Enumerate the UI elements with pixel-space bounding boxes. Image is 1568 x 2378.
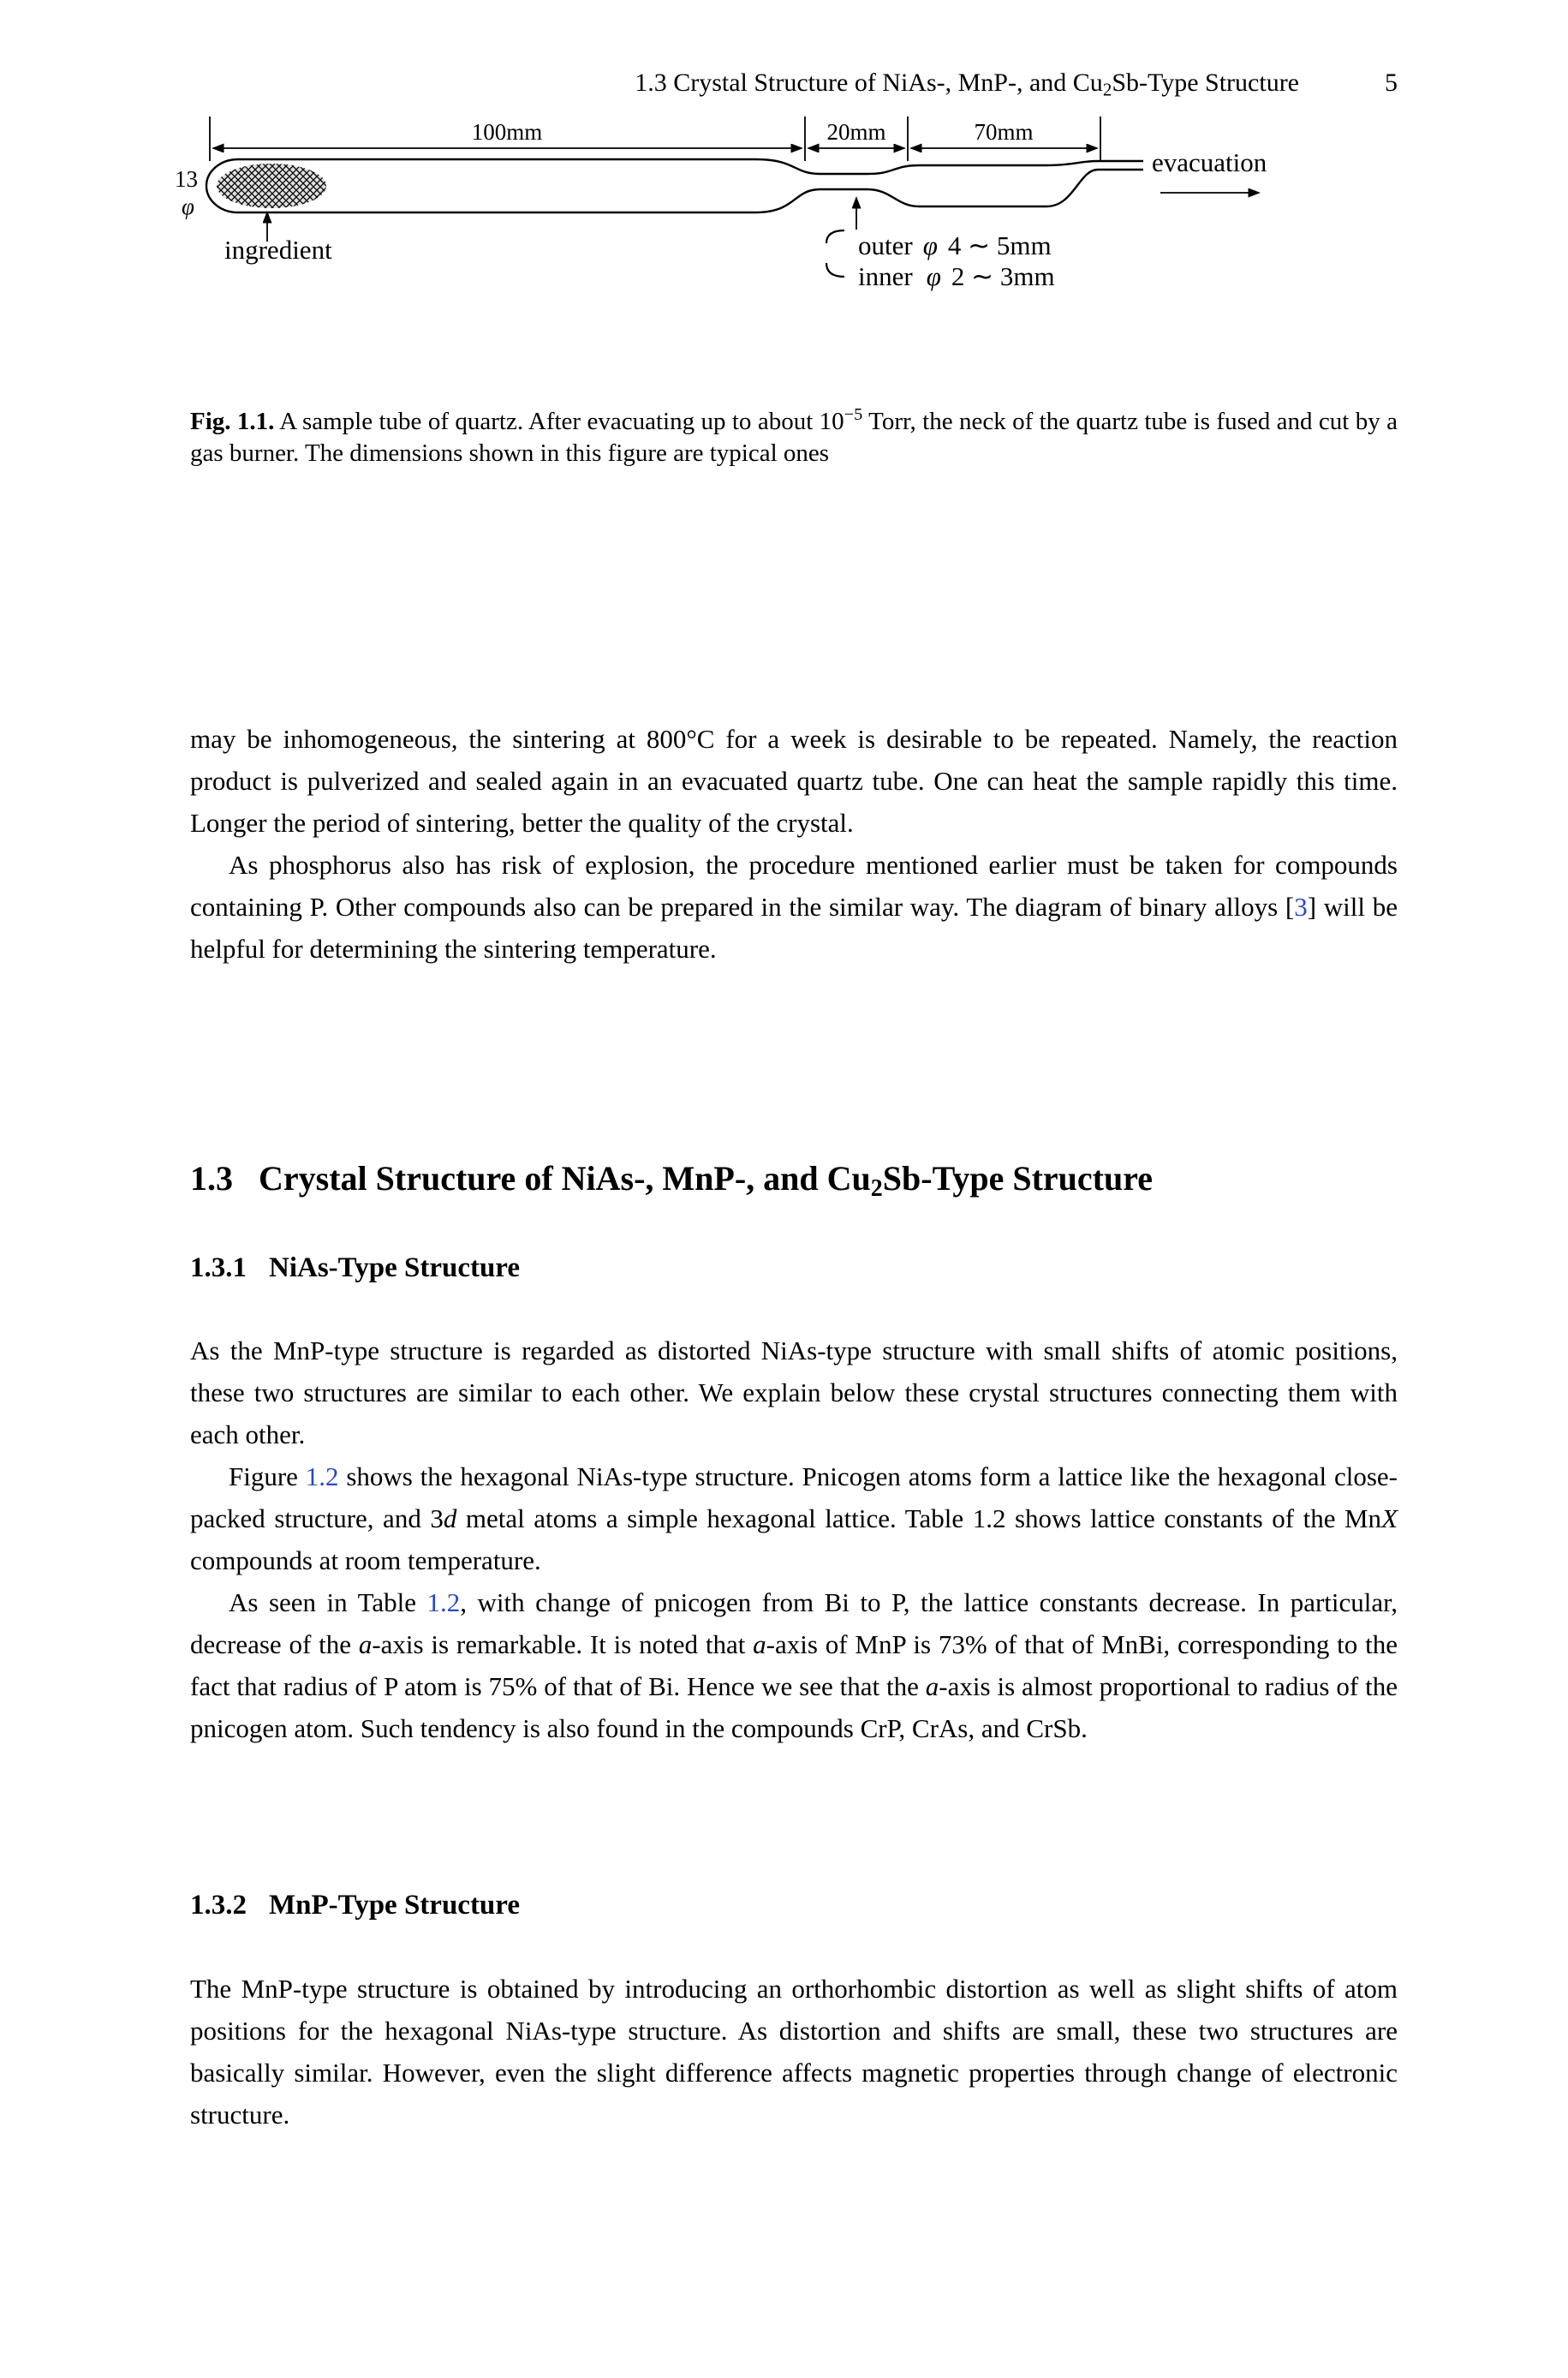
text-segment: metal atoms a simple hexagonal lattice. Table 1.2 shows lattice constants of the Mn bbox=[456, 1503, 1382, 1533]
text-segment: may be inhomogeneous, the sintering at 800°C for a week is desirable to be repeated. Namely, the reaction product is pulverized and sealed again in an evacuated quartz tube. One can heat the sample rapidly this time. Longer the period of sintering, better the quality of the crystal. bbox=[190, 724, 1398, 838]
quartz-tube-outline bbox=[206, 159, 1143, 212]
text-segment: shows the hexagonal NiAs-type structure. Pnicogen atoms form a lattice like the hexagonal close-packed structure, and 3 bbox=[190, 1461, 1398, 1533]
text-segment: a bbox=[753, 1629, 766, 1659]
text-column bbox=[175, 0, 1398, 2378]
running-head-title bbox=[635, 69, 1299, 100]
body-text-block-3 bbox=[190, 1968, 1398, 2136]
subsection-number: 1.3.1 bbox=[190, 1252, 247, 1283]
inner-value: 2 ∼ 3mm bbox=[951, 261, 1055, 291]
text-segment: A sample tube of quartz. After evacuating up to about 10 bbox=[274, 408, 844, 436]
subsection-title: NiAs-Type Structure bbox=[269, 1252, 521, 1283]
section-heading bbox=[190, 1158, 1398, 1203]
tube-diameter-value: 13 bbox=[175, 166, 198, 192]
text-segment: d bbox=[443, 1503, 457, 1533]
subsection-heading-132 bbox=[190, 1890, 1398, 1921]
tube-diameter-phi: φ bbox=[182, 194, 194, 219]
bracket bbox=[826, 230, 844, 277]
paragraph bbox=[190, 1581, 1398, 1749]
dim-label-20mm: 20mm bbox=[826, 119, 886, 145]
body-text-block-1 bbox=[190, 718, 1398, 970]
text-segment: , with change of pnicogen from Bi to P, the lattice constants decrease. In particular, decrease of the bbox=[190, 1587, 1398, 1659]
text-segment: ] will be helpful for determining the sintering temperature. bbox=[190, 892, 1398, 964]
body-text-block-2 bbox=[190, 1329, 1398, 1749]
text-segment: -axis is remarkable. It is noted that bbox=[372, 1629, 754, 1659]
outer-value: 4 ∼ 5mm bbox=[947, 230, 1052, 260]
ingredient-material bbox=[217, 164, 326, 208]
ingredient-label: ingredient bbox=[224, 235, 332, 265]
outer-word: outer bbox=[858, 230, 913, 260]
dim-label-70mm: 70mm bbox=[974, 119, 1034, 145]
paragraph bbox=[190, 1455, 1398, 1581]
paragraph bbox=[190, 1329, 1398, 1455]
inner-phi: φ bbox=[926, 261, 941, 291]
inner-word: inner bbox=[858, 261, 913, 291]
text-segment: The MnP-type structure is obtained by introducing an orthorhombic distortion as well as slight shifts of atom positions for the hexagonal NiAs-type structure. As distortion and shifts are small, these two structures are basically similar. However, even the slight difference affects magnetic properties through change of electronic structure. bbox=[190, 1974, 1398, 2130]
outer-phi: φ bbox=[922, 230, 938, 260]
citation-link[interactable]: 1.2 bbox=[426, 1587, 461, 1617]
paragraph bbox=[190, 1968, 1398, 2136]
text-segment: −5 bbox=[844, 405, 863, 424]
sample-tube-diagram bbox=[163, 111, 1293, 403]
inner-diameter-label bbox=[858, 261, 1055, 291]
text-segment: a bbox=[358, 1629, 373, 1659]
page-number: 5 bbox=[1385, 69, 1398, 97]
subsection-number: 1.3.2 bbox=[190, 1890, 247, 1921]
text-segment: Torr, the neck of the quartz tube is fused and cut by a gas burner. The dimensions shown in this figure are typical ones bbox=[190, 408, 1398, 468]
text-segment: Fig. 1.1. bbox=[190, 408, 275, 436]
text-segment: As the MnP-type structure is regarded as distorted NiAs-type structure with small shifts of atomic positions, these two structures are similar to each other. We explain below these crystal structures connecting them with each other. bbox=[190, 1335, 1398, 1449]
text-segment: Figure bbox=[229, 1461, 306, 1491]
text-segment: 2 bbox=[1102, 79, 1112, 100]
citation-link[interactable]: 1.2 bbox=[305, 1461, 339, 1491]
paragraph bbox=[190, 718, 1398, 844]
figure-caption bbox=[190, 399, 1398, 469]
section-number: 1.3 bbox=[190, 1159, 233, 1198]
citation-link[interactable]: 3 bbox=[1294, 892, 1308, 922]
text-segment: compounds at room temperature. bbox=[190, 1545, 541, 1575]
text-segment: As phosphorus also has risk of explosion, the procedure mentioned earlier must be taken for compounds containing P. Other compounds also can be prepared in the similar way. The diagram of binary alloys [ bbox=[190, 850, 1398, 922]
subsection-title: MnP-Type Structure bbox=[269, 1890, 520, 1921]
dim-label-100mm: 100mm bbox=[471, 119, 543, 145]
text-segment: 2 bbox=[870, 1175, 883, 1202]
text-segment: X bbox=[1381, 1503, 1398, 1533]
text-segment: 1.3 Crystal Structure of NiAs-, MnP-, and Cu bbox=[635, 69, 1103, 97]
evacuation-label: evacuation bbox=[1152, 147, 1267, 177]
text-segment: a bbox=[925, 1671, 939, 1701]
text-segment: Sb-Type Structure bbox=[1112, 69, 1299, 97]
text-segment: -axis is almost proportional to radius of the pnicogen atom. Such tendency is also found in the compounds CrP, CrAs, and CrSb. bbox=[190, 1671, 1398, 1743]
text-segment: As seen in Table bbox=[229, 1587, 427, 1617]
text-segment: Sb-Type Structure bbox=[882, 1159, 1153, 1198]
text-segment: Crystal Structure of NiAs-, MnP-, and Cu bbox=[259, 1159, 871, 1198]
outer-diameter-label bbox=[858, 230, 1052, 260]
text-segment: -axis of MnP is 73% of that of MnBi, corresponding to the fact that radius of P atom is 75% of that of Bi. Hence we see that the bbox=[190, 1629, 1398, 1701]
paragraph bbox=[190, 844, 1398, 970]
figure-1-1 bbox=[163, 111, 1293, 403]
section-title bbox=[259, 1158, 1153, 1203]
subsection-heading-131 bbox=[190, 1252, 1398, 1284]
page-header bbox=[190, 69, 1398, 100]
